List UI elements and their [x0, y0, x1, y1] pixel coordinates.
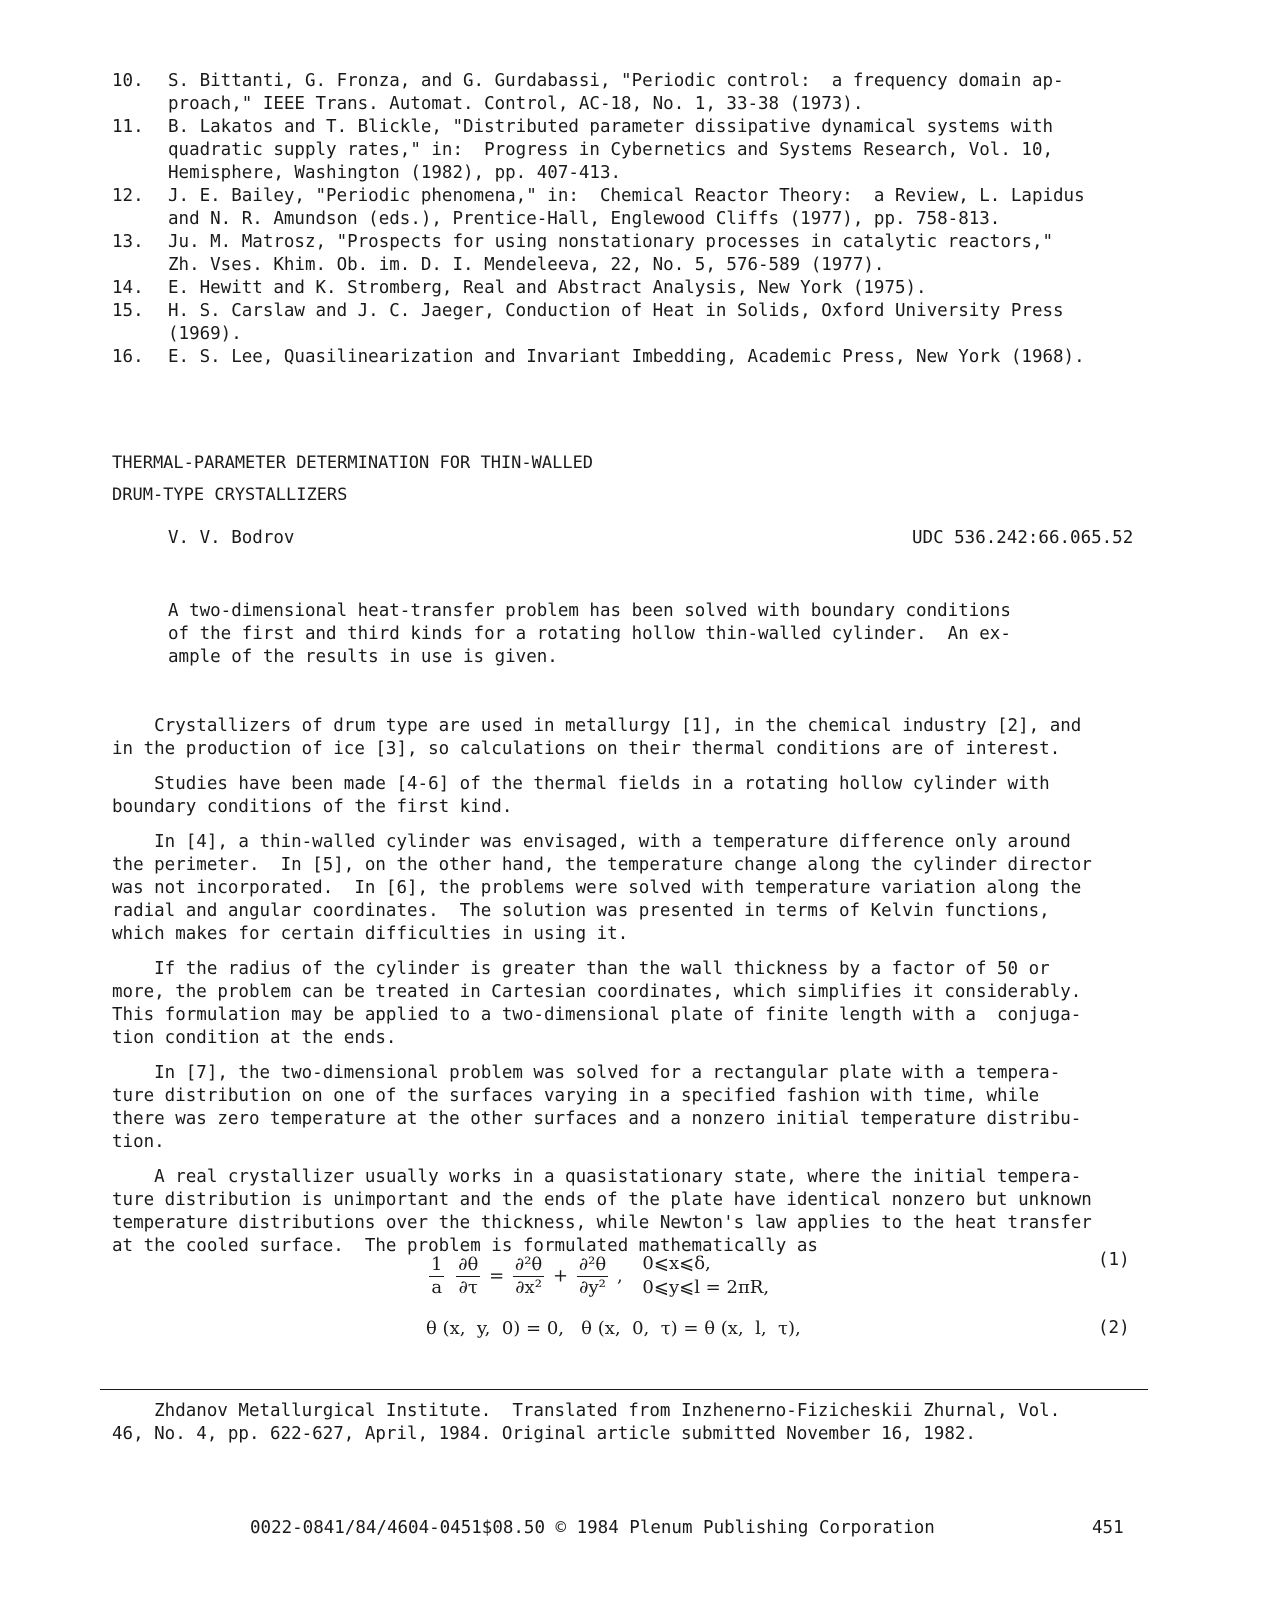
equation-1: $\frac{1}{a}$ $\frac{\partial\theta}{\partial\tau}$ = $\frac{\text{∂²θ}}{\text{∂x²}}$ + $\frac{\text{∂²θ}}{\text{∂y²}}$ , 0⩽x⩽δ, 0⩽y⩽l = 2πR, — [431, 1253, 770, 1298]
reference-text — [168, 300, 1172, 346]
reference-line: quadratic supply rates," in: Progress in Cybernetics and Systems Research, Vol. 10, — [168, 140, 1054, 160]
condition: 0⩽y⩽l = 2πR, — [642, 1277, 770, 1298]
paragraph-line: tion condition at the ends. — [112, 1028, 397, 1048]
denominator: ∂τ — [458, 1276, 478, 1298]
article-title-line: DRUM-TYPE CRYSTALLIZERS — [112, 485, 348, 505]
udc-code: UDC 536.242:66.065.52 — [912, 528, 1134, 548]
reference-item — [112, 231, 1172, 277]
reference-text — [168, 346, 1172, 369]
reference-number: 15. — [112, 301, 144, 321]
paragraph-line: at the cooled surface. The problem is formulated mathematically as — [112, 1236, 818, 1256]
paragraph-line: A real crystallizer usually works in a quasistationary state, where the initial tempera- — [112, 1167, 1082, 1187]
paragraph — [112, 773, 1172, 819]
paragraph-line: In [7], the two-dimensional problem was solved for a rectangular plate with a tempera- — [112, 1063, 1061, 1083]
reference-item — [112, 346, 1172, 369]
abstract — [168, 600, 1088, 669]
equation-number: (2) — [1098, 1318, 1130, 1338]
paragraph-line: in the production of ice [3], so calculations on their thermal conditions are of interest. — [112, 739, 1061, 759]
reference-line: E. S. Lee, Quasilinearization and Invariant Imbedding, Academic Press, New York (1968). — [168, 347, 1085, 367]
equation-2: θ (x, y, 0) = 0, θ (x, 0, τ) = θ (x, l, τ), — [426, 1318, 801, 1339]
paragraph — [112, 958, 1172, 1050]
paragraph-line: tion. — [112, 1132, 165, 1152]
numerator: ∂²θ — [578, 1253, 607, 1275]
reference-text — [168, 116, 1172, 185]
reference-number: 13. — [112, 232, 144, 252]
article-title-line: THERMAL-PARAMETER DETERMINATION FOR THIN-WALLED — [112, 453, 594, 473]
reference-text — [168, 185, 1172, 231]
paragraph-line: If the radius of the cylinder is greater than the wall thickness by a factor of 50 or — [112, 959, 1050, 979]
reference-number: 11. — [112, 117, 144, 137]
article-body — [112, 715, 1172, 1270]
article-title — [112, 447, 593, 511]
equals-sign: = — [489, 1265, 505, 1287]
paragraph-line: which makes for certain difficulties in using it. — [112, 924, 629, 944]
abstract-line: ample of the results in use is given. — [168, 647, 558, 667]
reference-text — [168, 277, 1172, 300]
paragraph-line: Studies have been made [4-6] of the thermal fields in a rotating hollow cylinder with — [112, 774, 1050, 794]
abstract-line: of the first and third kinds for a rotating hollow thin-walled cylinder. An ex- — [168, 624, 1011, 644]
reference-number: 10. — [112, 71, 144, 91]
denominator: ∂y² — [579, 1276, 606, 1298]
paragraph-line: ture distribution on one of the surfaces varying in a specified fashion with time, while — [112, 1086, 1040, 1106]
footnote-divider — [100, 1389, 1148, 1390]
paragraph — [112, 1062, 1172, 1154]
reference-line: Ju. M. Matrosz, "Prospects for using nonstationary processes in catalytic reactors," — [168, 232, 1054, 252]
plus-sign: + — [553, 1265, 569, 1287]
reference-item — [112, 116, 1172, 185]
denominator: ∂x² — [515, 1276, 542, 1298]
fraction — [429, 1254, 444, 1299]
reference-line: and N. R. Amundson (eds.), Prentice-Hall, Englewood Cliffs (1977), pp. 758-813. — [168, 209, 1001, 229]
paragraph-line: the perimeter. In [5], on the other hand, the temperature change along the cylinder director — [112, 855, 1092, 875]
paragraph-line: In [4], a thin-walled cylinder was envisaged, with a temperature difference only around — [112, 832, 1071, 852]
fraction — [513, 1254, 544, 1299]
numerator: 1 — [431, 1253, 443, 1275]
reference-line: Zh. Vses. Khim. Ob. im. D. I. Mendeleeva, 22, No. 5, 576-589 (1977). — [168, 255, 885, 275]
reference-line: J. E. Bailey, "Periodic phenomena," in: Chemical Reactor Theory: a Review, L. Lapidus — [168, 186, 1085, 206]
paragraph-line: ture distribution is unimportant and the ends of the plate have identical nonzero but unknown — [112, 1190, 1092, 1210]
reference-line: Hemisphere, Washington (1982), pp. 407-413. — [168, 163, 622, 183]
reference-line: B. Lakatos and T. Blickle, "Distributed parameter dissipative dynamical systems with — [168, 117, 1054, 137]
paragraph-line: temperature distributions over the thickness, while Newton's law applies to the heat transfer — [112, 1213, 1092, 1233]
paragraph-line: more, the problem can be treated in Cartesian coordinates, which simplifies it considerably. — [112, 982, 1082, 1002]
reference-text — [168, 70, 1172, 116]
reference-line: H. S. Carslaw and J. C. Jaeger, Conduction of Heat in Solids, Oxford University Press — [168, 301, 1064, 321]
author-name: V. V. Bodrov — [168, 528, 295, 548]
abstract-line: A two-dimensional heat-transfer problem has been solved with boundary conditions — [168, 601, 1011, 621]
footnote-line: Zhdanov Metallurgical Institute. Translated from Inzhenerno-Fizicheskii Zhurnal, Vol. — [112, 1401, 1061, 1421]
footnote — [112, 1400, 1152, 1446]
condition: 0⩽x⩽δ, — [642, 1253, 711, 1274]
reference-text — [168, 231, 1172, 277]
paragraph — [112, 715, 1172, 761]
reference-line: (1969). — [168, 324, 242, 344]
reference-number: 16. — [112, 347, 144, 367]
paragraph — [112, 831, 1172, 946]
footnote-line: 46, No. 4, pp. 622-627, April, 1984. Original article submitted November 16, 1982. — [112, 1424, 976, 1444]
paragraph-line: radial and angular coordinates. The solution was presented in terms of Kelvin functions, — [112, 901, 1050, 921]
reference-item — [112, 185, 1172, 231]
paragraph-line: there was zero temperature at the other surfaces and a nonzero initial temperature distribu- — [112, 1109, 1082, 1129]
denominator: a — [431, 1276, 443, 1298]
paragraph-line: was not incorporated. In [6], the problems were solved with temperature variation along the — [112, 878, 1082, 898]
reference-line: proach," IEEE Trans. Automat. Control, AC-18, No. 1, 33-38 (1973). — [168, 94, 864, 114]
paragraph-line: boundary conditions of the first kind. — [112, 797, 513, 817]
reference-line: E. Hewitt and K. Stromberg, Real and Abstract Analysis, New York (1975). — [168, 278, 927, 298]
fraction — [577, 1254, 608, 1299]
numerator: ∂²θ — [514, 1253, 543, 1275]
reference-number: 14. — [112, 278, 144, 298]
reference-item — [112, 70, 1172, 116]
copyright-line: 0022-0841/84/4604-0451$08.50 © 1984 Plenum Publishing Corporation — [250, 1518, 935, 1538]
fraction — [456, 1254, 480, 1299]
reference-item — [112, 300, 1172, 346]
reference-item — [112, 277, 1172, 300]
numerator: ∂θ — [458, 1253, 479, 1275]
reference-line: S. Bittanti, G. Fronza, and G. Gurdabassi, "Periodic control: a frequency domain ap- — [168, 71, 1064, 91]
page-number: 451 — [1092, 1518, 1124, 1538]
paragraph-line: Crystallizers of drum type are used in metallurgy [1], in the chemical industry [2], and — [112, 716, 1082, 736]
equation-number: (1) — [1098, 1250, 1130, 1270]
reference-list — [112, 70, 1172, 369]
paragraph-line: This formulation may be applied to a two-dimensional plate of finite length with a conjuga- — [112, 1005, 1082, 1025]
paragraph — [112, 1166, 1172, 1258]
equation-conditions — [642, 1252, 769, 1300]
reference-number: 12. — [112, 186, 144, 206]
